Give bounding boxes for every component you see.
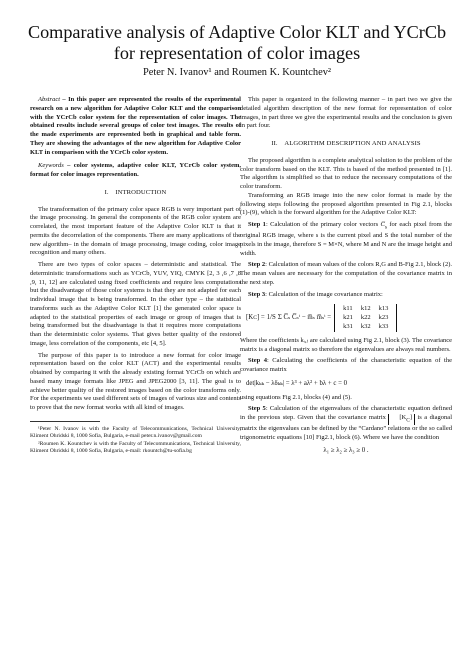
keywords [30, 162, 241, 180]
step-label: Step 1 [248, 221, 266, 228]
footnote-author-2: ²Roumen K. Kountchev is with the Faculty of Telecommunications, Technical University, Kliment Ohridski 8, 1000 Sofia, Bulgaria, e-mail: rkountch@tu-sofia.bg [30, 440, 241, 454]
matrix-cell: k33 [378, 323, 389, 331]
step-label: Step 4 [248, 357, 268, 365]
step-1: Step 1: Calculation of the primary color vectors $C̅_s$ for each pixel from the original RGB image, where s is the current pixel and S the total number of the pixels in the image, therefore S = M×N, where M and N are the image height and width. [240, 221, 453, 257]
footnote-author-1: ¹Peter N. Ivanov is with the Faculty of Telecommunications, Technical University, Kliment Ohridski 8, 1000 Sofia, Bulgaria, e-mail peter.n.ivanov@gmail.com [30, 425, 241, 440]
organization-paragraph: This paper is organized in the following manner – in part two we give the detailed algorithm description of the new format for representation of color images, in part three we give the experimental results and the conclusion is given in part four. [240, 96, 452, 130]
abstract-label: Abstract [38, 96, 61, 103]
covariance-matrix [334, 304, 397, 332]
step-4: Step 4: Calculating the coefficients of the characteristic equation of the covariance matrix [240, 357, 452, 374]
step-label: Step 5 [248, 405, 266, 413]
characteristic-equation: det|kₖₖ − λδₖₖ| = λ³ + aλ² + bλ + c = 0 [246, 379, 348, 387]
keywords-text: – color systems, adaptive color KLT, YCrCb color system, format for color images representation. [30, 162, 241, 178]
matrix-row [339, 304, 392, 313]
intro-paragraph: The purpose of this paper is to introduce a new format for color image representation based on the color KLT (ACT) and the experimental results obtained by comparing it with the already existing format YCrCb on which are based many image formats like JPEG and JPEG2000 [3, 11]. The goal is to achieve better quality of the restored images based on the color transforms only. For the experiments we used different sets of images of various size and contents to prove that the new format works with all kind of images. [30, 351, 241, 411]
abstract-text: – In this paper are represented the results of the experimental research on a new algorithm for Adaptive Color KLT and the comparison with the YCrCb color system for the representation of color images. The obtained results include several groups of color test images. The results of the made experiments are represented both in graphical and table form. They are showing the advantages of the new algorithm for Adaptive Color KLT in comparison with the YCrCb color system. [30, 96, 241, 156]
matrix-cell: k31 [343, 323, 353, 331]
intro-paragraph: The transformation of the primary color space RGB is very important part of the image processing. In general the components of the RGB color system are correlated, the most important feature of the Adaptive Color KLT is that it permits the decorrelation of the components. There are many applications of the new algorithm– in the domain of image processing, image coding, color image recognition and many others. [30, 205, 241, 257]
section-heading-algorithm: II. ALGORITHM DESCRIPTION AND ANALYSIS [271, 140, 421, 147]
paper-title: Comparative analysis of Adaptive Color KLT and YCrCb for representation of color images [27, 22, 447, 63]
step-5: Step 5: Calculation of the eigenvalues of the characteristic equation defined in the previous step. Given that the covariance matrix $[K_C]$ is a diagonal matrix the eigenvalues can be defined by the “Cardano” relations or the so called trigonometric equations [10] Fig2.1, block (6). Where we have the condition [240, 405, 452, 441]
step-label: Step 3 [248, 290, 266, 298]
section-heading-introduction: I. INTRODUCTION [104, 188, 167, 196]
matrix-cell: k32 [360, 323, 371, 331]
matrix-cell: k23 [378, 314, 389, 321]
left-column [30, 96, 241, 455]
algorithm-paragraph: Transforming an RGB image into the new color format is made by the following steps following the proposed algorithm presented in Fig 2.1, blocks (1)-(9), which is the forward algorithm for the Adaptive Color KLT: [240, 191, 452, 217]
step-3: Step 3: Calculation of the image covariance matrix: [248, 290, 383, 298]
footnote-divider [30, 421, 100, 422]
matrix-cell: k22 [360, 314, 371, 321]
step-2: Step 2: Calculation of mean values of the colors R,G and B-Fig 2.1, block (2). The mean values are necessary for the computation of the covariance matrix in the next step. [240, 261, 452, 286]
keywords-label: Keywords [38, 162, 64, 170]
matrix-cell: k21 [343, 314, 353, 321]
abstract [30, 96, 241, 157]
eigenvalue-condition: λ₁ ≥ λ₂ ≥ λ₃ ≥ 0 . [323, 446, 369, 454]
matrix-cell: k13 [378, 304, 389, 312]
fraction: 1/S [266, 313, 276, 321]
intro-paragraph: There are two types of color spaces – deterministic and statistical. The deterministic transformations such as YCrCb, YUV, YIQ, CMYK [2, 3 ,6 ,7 ,8 ,9, 11, 12] are calculated using fixed coefficients and require less computations but the disadvantage of those color systems is that they are not adapted for each individual image that is being transformed. In the other type – the statistical transforms such as the Adaptive Color KLT [1] the generated color space is adapted to the statistical properties of each image or group of images that is being transformed but the disadvantage is that it requires more computations than the deterministic color systems. That gives better quality of the restored image, less correlation of the components, etc [4, 5]. [30, 261, 241, 347]
matrix-cell: k12 [360, 304, 371, 312]
paper-authors: Peter N. Ivanov¹ and Roumen K. Kountchev² [142, 67, 332, 78]
right-column [240, 96, 452, 459]
color-vector-symbol: C̅ [380, 221, 385, 228]
covariance-explanation: Where the coefficients kᵢ,ⱼ are calculated using Fig 2.1, block (3). The covariance matrix is a diagonal matrix so therefore the eigenvalues are always real numbers. [240, 336, 452, 353]
covariance-matrix-symbol: $[K_C]$ [388, 414, 415, 425]
step-label: Step 2 [248, 261, 266, 269]
matrix-row [339, 323, 392, 332]
covariance-equation: [K C ] = 1/S Σ C̅ₛ C̅ₛᵗ − m̅ₛ m̅ₛᵗ = k11 k12 k13 k21 k22 k23 k31 k32 k33 [246, 304, 452, 332]
algorithm-paragraph: The proposed algorithm is a complete analytical solution to the problem of the color transform based on the KLT. This is based of the method presented in [1]. The algorithm is simplified so that to reduce the necessary computations of the color transform. [240, 156, 452, 190]
characteristic-equation-reference: using equations Fig 2.1, blocks (4) and (5). [240, 393, 352, 401]
matrix-row [339, 314, 392, 323]
matrix-cell: k11 [343, 304, 353, 312]
summation: Σ C̅ₛ C̅ₛᵗ − m̅ₛ m̅ₛᵗ = [277, 313, 332, 321]
